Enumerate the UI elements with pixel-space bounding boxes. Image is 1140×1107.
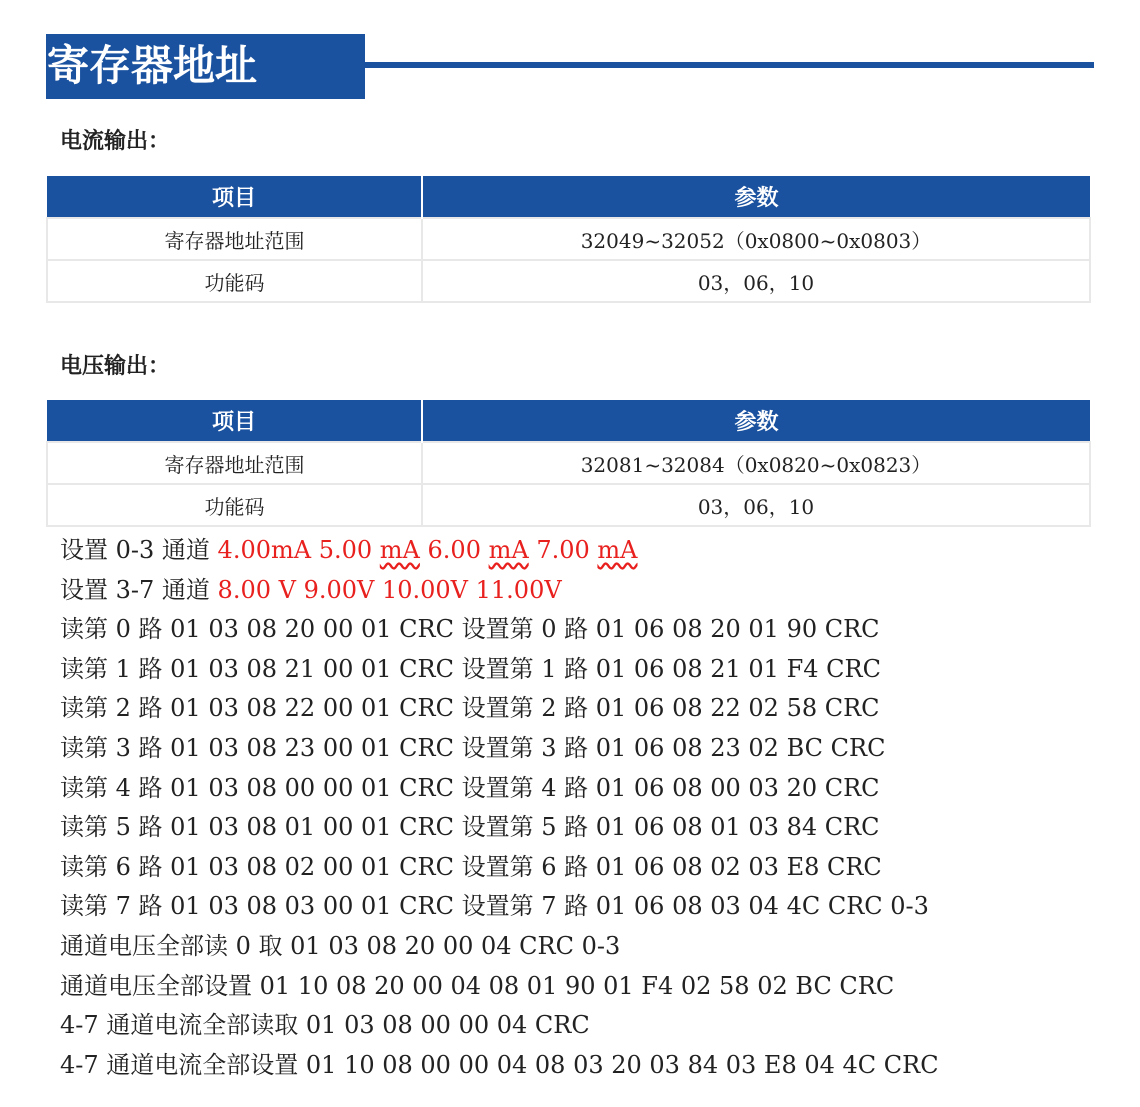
note-line: 通道电压全部读 0 取 01 03 08 20 00 04 CRC 0-3 (60, 931, 621, 960)
note-line-current-setting: 设置 0-3 通道 4.00mA 5.00 mA 6.00 mA 7.00 mA (60, 536, 638, 564)
table-row (47, 218, 1090, 260)
cell-item: 功能码 (47, 260, 422, 302)
cell-value: 03，06，10 (422, 484, 1090, 526)
cell-item: 功能码 (47, 484, 422, 526)
note-line: 读第 3 路 01 03 08 23 00 01 CRC 设置第 3 路 01 06 08 23 02 BC CRC (60, 733, 886, 762)
voltage-output-table (46, 400, 1091, 527)
note-line: 读第 5 路 01 03 08 01 00 01 CRC 设置第 5 路 01 06 08 01 03 84 CRC (60, 813, 880, 842)
table-row (47, 260, 1090, 302)
section-label-current: 电流输出： (60, 128, 171, 154)
cell-item: 寄存器地址范围 (47, 442, 422, 484)
table-row (47, 442, 1090, 484)
note-line: 4-7 通道电流全部设置 01 10 08 00 00 04 08 03 20 03 84 03 E8 04 4C CRC (60, 1050, 939, 1079)
cell-item: 寄存器地址范围 (47, 218, 422, 260)
note-line-voltage-setting: 设置 3-7 通道 8.00 V 9.00V 10.00V 11.00V (60, 575, 562, 604)
page-title: 寄存器地址 (47, 41, 258, 90)
note-line: 通道电压全部设置 01 10 08 20 00 04 08 01 90 01 F4 02 58 02 BC CRC (60, 971, 895, 1000)
note-line: 读第 2 路 01 03 08 22 00 01 CRC 设置第 2 路 01 06 08 22 02 58 CRC (60, 694, 880, 723)
command-notes (60, 531, 939, 1085)
note-line: 4-7 通道电流全部读取 01 03 08 00 00 04 CRC (60, 1011, 590, 1040)
cell-value: 32049~32052（0x0800~0x0803） (422, 218, 1090, 260)
note-line: 读第 4 路 01 03 08 00 00 01 CRC 设置第 4 路 01 06 08 00 03 20 CRC (60, 773, 880, 802)
cell-value: 32081~32084（0x0820~0x0823） (422, 442, 1090, 484)
header-item: 项目 (47, 176, 422, 218)
current-output-table (46, 176, 1091, 303)
cell-value: 03，06，10 (422, 260, 1090, 302)
table-header-row (47, 400, 1090, 442)
header-param: 参数 (422, 176, 1090, 218)
voltage-values: 8.00 V 9.00V 10.00V 11.00V (217, 575, 562, 604)
title-rule (365, 62, 1094, 68)
section-label-voltage: 电压输出： (60, 353, 171, 379)
note-line: 读第 7 路 01 03 08 03 00 01 CRC 设置第 7 路 01 06 08 03 04 4C CRC 0-3 (60, 892, 929, 921)
header-param: 参数 (422, 400, 1090, 442)
note-line: 读第 6 路 01 03 08 02 00 01 CRC 设置第 6 路 01 06 08 02 03 E8 CRC (60, 852, 882, 881)
note-line: 读第 1 路 01 03 08 21 00 01 CRC 设置第 1 路 01 06 08 21 01 F4 CRC (60, 654, 881, 683)
table-header-row (47, 176, 1090, 218)
header-item: 项目 (47, 400, 422, 442)
table-row (47, 484, 1090, 526)
note-line: 读第 0 路 01 03 08 20 00 01 CRC 设置第 0 路 01 06 08 20 01 90 CRC (60, 615, 880, 644)
current-values: 4.00mA 5.00 mA 6.00 mA 7.00 mA (217, 536, 638, 564)
